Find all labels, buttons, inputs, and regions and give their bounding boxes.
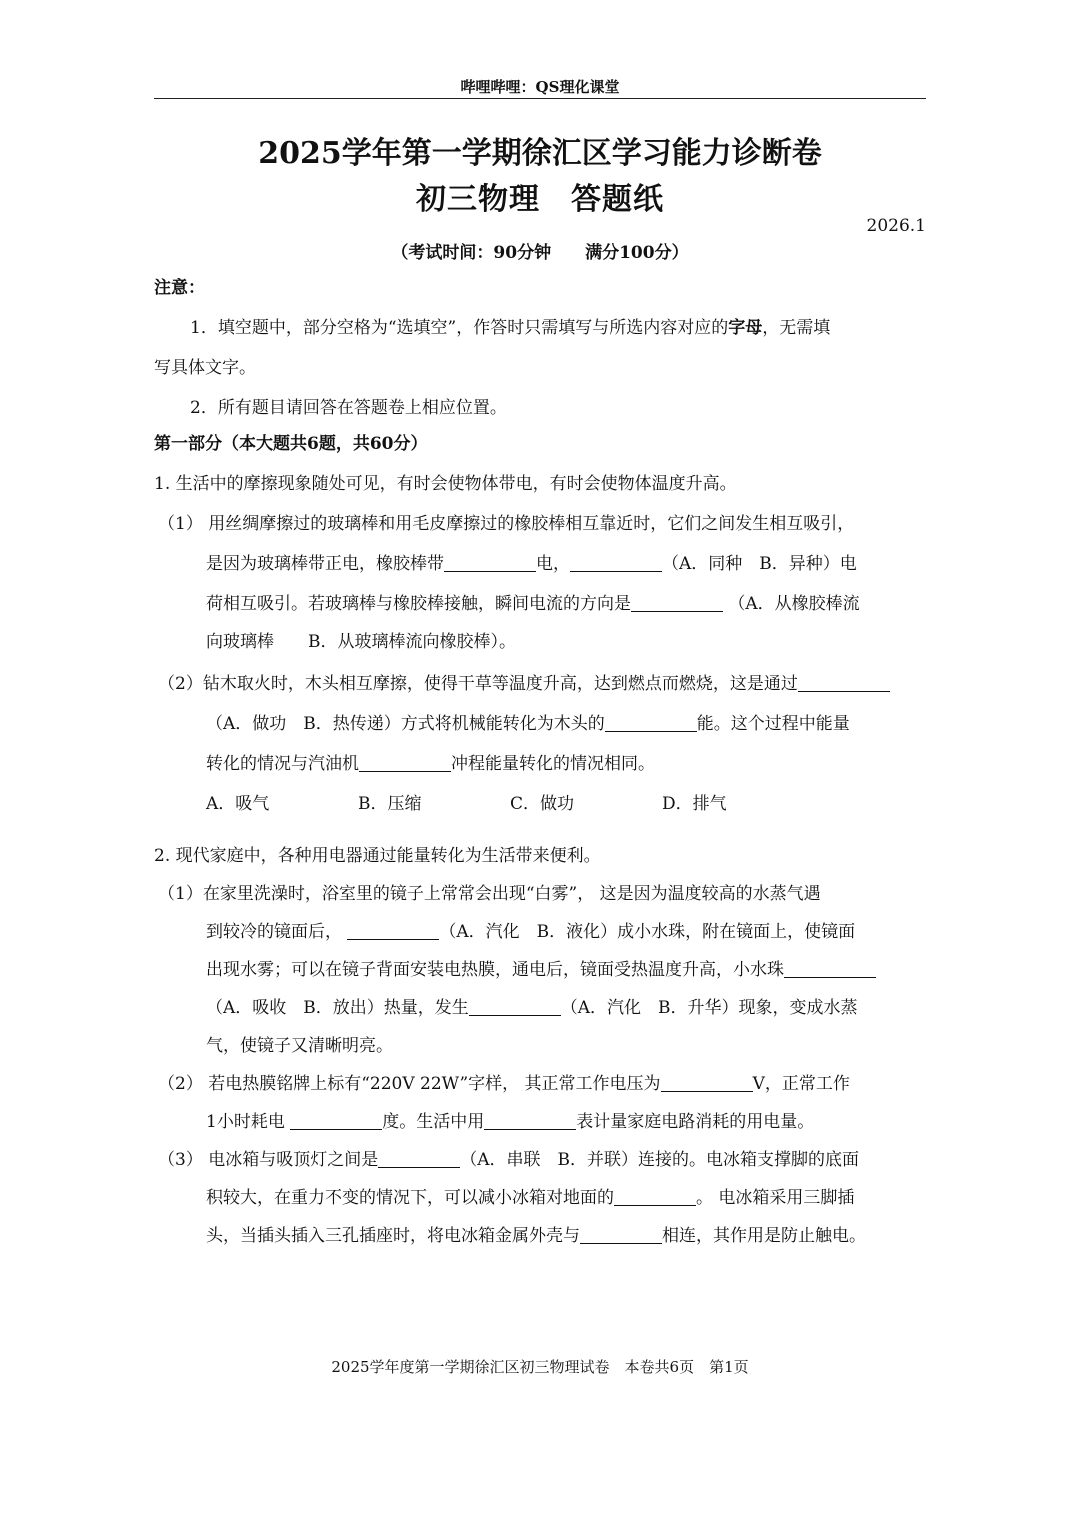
q2-stem: 2. 现代家庭中，各种用电器通过能量转化为生活带来便利。 (154, 846, 601, 866)
answer-blank[interactable] (631, 593, 723, 612)
q1-p1-line3 (206, 592, 926, 616)
q1-p1-line4: 向玻璃棒 B．从玻璃棒流向橡胶棒）。 (206, 632, 516, 652)
q-text: 头，当插头插入三孔插座时，将电冰箱金属外壳与 (206, 1226, 580, 1246)
q2-p3-line1 (158, 1148, 926, 1172)
q-text: 是因为玻璃棒带正电，橡胶棒带 (206, 554, 444, 574)
answer-blank[interactable] (661, 1073, 753, 1092)
q1-p1-line1: （1） 用丝绸摩擦过的玻璃棒和用毛皮摩擦过的橡胶棒相互靠近时，它们之间发生相互吸引， (158, 514, 855, 534)
q-text: 出现水雾；可以在镜子背面安装电热膜，通电后，镜面受热温度升高，小水珠 (206, 960, 784, 980)
q-text: V，正常工作 (752, 1074, 850, 1094)
exam-title: 2025学年第一学期徐汇区学习能力诊断卷 (258, 136, 822, 171)
q-text: （2）钻木取火时，木头相互摩擦，使得干草等温度升高，达到燃点而燃烧，这是通过 (158, 674, 798, 694)
q-text: （A．汽化 B．液化）成小水珠，附在镜面上，使镜面 (439, 922, 856, 942)
q2-p2-line2 (206, 1110, 926, 1134)
option-a: A．吸气 (206, 794, 270, 814)
option-d: D．排气 (662, 794, 727, 814)
q-text: （A．同种 B．异种）电 (662, 554, 857, 574)
notice-item-1 (190, 316, 926, 340)
answer-blank[interactable] (614, 1187, 696, 1206)
q1-stem: 1. 生活中的摩擦现象随处可见，有时会使物体带电，有时会使物体温度升高。 (154, 474, 737, 494)
option-b: B．压缩 (358, 794, 422, 814)
q1-p2-line2 (206, 712, 926, 736)
q-text: 相连，其作用是防止触电。 (662, 1226, 866, 1246)
q-text: 积较大，在重力不变的情况下，可以减小冰箱对地面的 (206, 1188, 614, 1208)
q-text: 冲程能量转化的情况相同。 (451, 754, 655, 774)
notice-text: 1．填空题中，部分空格为“选填空”，作答时只需填写与所选内容对应的 (190, 318, 729, 338)
answer-blank[interactable] (605, 713, 697, 732)
answer-blank[interactable] (378, 1149, 460, 1168)
q1-p2-line1 (158, 672, 926, 696)
exam-info: （考试时间：90分钟 满分100分） (391, 243, 689, 263)
q-text: 表计量家庭电路消耗的用电量。 (576, 1112, 815, 1132)
notice-label: 注意： (154, 278, 205, 298)
notice-item-1-cont: 写具体文字。 (154, 358, 256, 378)
answer-blank[interactable] (469, 997, 561, 1016)
q2-p2-line1 (158, 1072, 926, 1096)
q-text: 转化的情况与汽油机 (206, 754, 359, 774)
header-divider (154, 98, 926, 99)
q-text: 度。生活中用 (382, 1112, 485, 1132)
notice-item-2: 2．所有题目请回答在答题卷上相应位置。 (190, 398, 507, 418)
q-text: 能。这个过程中能量 (696, 714, 850, 734)
exam-date: 2026.1 (866, 216, 926, 236)
exam-subtitle: 初三物理 答题纸 (416, 182, 664, 217)
answer-blank[interactable] (570, 553, 662, 572)
answer-blank[interactable] (444, 553, 536, 572)
q-text: 1小时耗电 (206, 1112, 285, 1132)
answer-blank[interactable] (784, 959, 876, 978)
answer-blank[interactable] (359, 753, 451, 772)
q-text: 到较冷的镜面后， (206, 922, 342, 942)
q-text: 荷相互吸引。若玻璃棒与橡胶棒接触，瞬间电流的方向是 (206, 594, 631, 614)
q-text: （2） 若电热膜铭牌上标有“220V 22W”字样， 其正常工作电压为 (158, 1074, 661, 1094)
q1-p2-line3 (206, 752, 926, 776)
q-text: （A．做功 B．热传递）方式将机械能转化为木头的 (206, 714, 605, 734)
q2-p1-line5: 气，使镜子又清晰明亮。 (206, 1036, 393, 1056)
q-text: （A．串联 B．并联）连接的。电冰箱支撑脚的底面 (460, 1150, 860, 1170)
q-text: 。 电冰箱采用三脚插 (696, 1188, 855, 1208)
answer-blank[interactable] (347, 921, 439, 940)
q2-p1-line2 (206, 920, 926, 944)
page-header: 哔哩哔哩：QS理化课堂 (460, 78, 620, 96)
answer-blank[interactable] (798, 673, 890, 692)
answer-blank[interactable] (580, 1225, 662, 1244)
q-text: （A．汽化 B．升华）现象，变成水蒸 (560, 998, 858, 1018)
q2-p3-line2 (206, 1186, 926, 1210)
q2-p1-line3 (206, 958, 926, 982)
q1-p1-line2 (206, 552, 926, 576)
q-text: （A．吸收 B．放出）热量，发生 (206, 998, 469, 1018)
answer-blank[interactable] (484, 1111, 576, 1130)
q1-options (206, 792, 926, 816)
q-text: （3） 电冰箱与吸顶灯之间是 (158, 1150, 379, 1170)
notice-text: ，无需填 (762, 318, 831, 338)
q-text: （A．从橡胶棒流 (728, 594, 860, 614)
q2-p1-line1: （1）在家里洗澡时，浴室里的镜子上常常会出现“白雾”， 这是因为温度较高的水蒸气遇 (158, 884, 821, 904)
q-text: 电， (536, 554, 570, 574)
section-heading: 第一部分（本大题共6题，共60分） (154, 434, 428, 454)
option-c: C．做功 (510, 794, 575, 814)
q2-p3-line3 (206, 1224, 926, 1248)
page-footer: 2025学年度第一学期徐汇区初三物理试卷 本卷共6页 第1页 (331, 1358, 749, 1376)
notice-bold-text: 字母 (728, 318, 763, 338)
answer-blank[interactable] (290, 1111, 382, 1130)
q2-p1-line4 (206, 996, 926, 1020)
